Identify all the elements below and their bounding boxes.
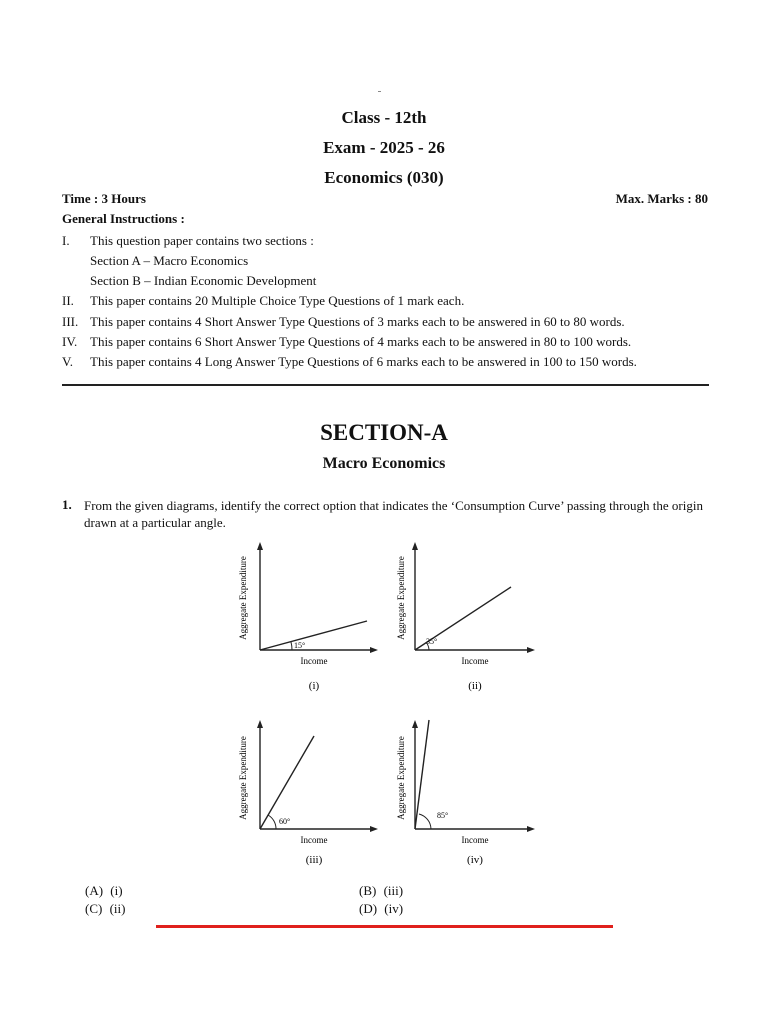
diagram-iii	[232, 718, 382, 878]
option-value: (ii)	[109, 901, 126, 916]
instruction-text: This paper contains 4 Short Answer Type Questions of 3 marks each to be answered in 60 to 80 words.	[90, 314, 625, 329]
exam-heading: Exam - 2025 - 26	[323, 138, 445, 157]
instruction-text: This paper contains 6 Short Answer Type Questions of 4 marks each to be answered in 80 to 100 words.	[90, 334, 632, 349]
instruction-text: Section B – Indian Economic Development	[90, 273, 317, 288]
option-value: (i)	[110, 883, 123, 898]
option-key: (B)	[359, 883, 377, 898]
instruction-number: IV.	[62, 334, 78, 349]
option-d[interactable]	[359, 901, 403, 917]
question-number: 1.	[62, 497, 72, 512]
instruction-text: Section A – Macro Economics	[90, 253, 249, 268]
instruction-number: III.	[62, 314, 79, 329]
section-title: SECTION-A	[320, 420, 448, 445]
angle-label: 60°	[279, 817, 291, 826]
angle-label: 35°	[426, 637, 438, 646]
diagram-label: (i)	[308, 680, 320, 692]
x-axis-label: Income	[300, 835, 328, 845]
question-text: From the given diagrams, identify the correct option that indicates the ‘Consumption Curve’ passing through the origin drawn at a particular angle.	[84, 498, 703, 530]
diagram-ii	[393, 540, 543, 700]
y-axis-label: Aggregate Expenditure	[238, 556, 248, 640]
diagram-label: (iv)	[467, 854, 483, 866]
divider-rule	[62, 384, 709, 386]
subject-heading: Economics (030)	[324, 168, 444, 187]
x-axis-label: Income	[461, 835, 489, 845]
diagram-iv	[393, 718, 543, 878]
general-instructions-title: General Instructions :	[62, 211, 185, 226]
instruction-number: I.	[62, 233, 70, 248]
option-c[interactable]	[85, 901, 125, 917]
class-heading: Class - 12th	[341, 108, 427, 127]
diagram-i	[232, 540, 382, 700]
section-subtitle: Macro Economics	[322, 455, 446, 472]
max-marks-label: Max. Marks : 80	[615, 191, 708, 206]
red-divider-line	[156, 925, 613, 928]
option-value: (iv)	[384, 901, 404, 916]
y-axis-label: Aggregate Expenditure	[396, 556, 406, 640]
option-key: (D)	[359, 901, 378, 916]
x-axis-label: Income	[461, 656, 489, 666]
diagram-label: (iii)	[305, 854, 323, 866]
option-value: (iii)	[383, 883, 404, 898]
angle-label: 85°	[437, 811, 449, 820]
y-axis-label: Aggregate Expenditure	[238, 736, 248, 820]
x-axis-label: Income	[300, 656, 328, 666]
angle-label: 15°	[294, 641, 306, 650]
option-key: (A)	[85, 883, 104, 898]
time-label: Time : 3 Hours	[62, 191, 146, 206]
option-b[interactable]	[359, 883, 403, 899]
instruction-text: This paper contains 20 Multiple Choice Type Questions of 1 mark each.	[90, 293, 465, 308]
y-axis-label: Aggregate Expenditure	[396, 736, 406, 820]
instruction-number: II.	[62, 293, 74, 308]
instruction-number: V.	[62, 354, 73, 369]
scan-mark	[378, 91, 381, 92]
option-key: (C)	[85, 901, 103, 916]
instruction-text: This question paper contains two sections :	[90, 233, 314, 248]
instruction-text: This paper contains 4 Long Answer Type Questions of 6 marks each to be answered in 100 to 150 words.	[90, 354, 637, 369]
diagram-label: (ii)	[468, 680, 482, 692]
option-a[interactable]	[85, 883, 123, 899]
